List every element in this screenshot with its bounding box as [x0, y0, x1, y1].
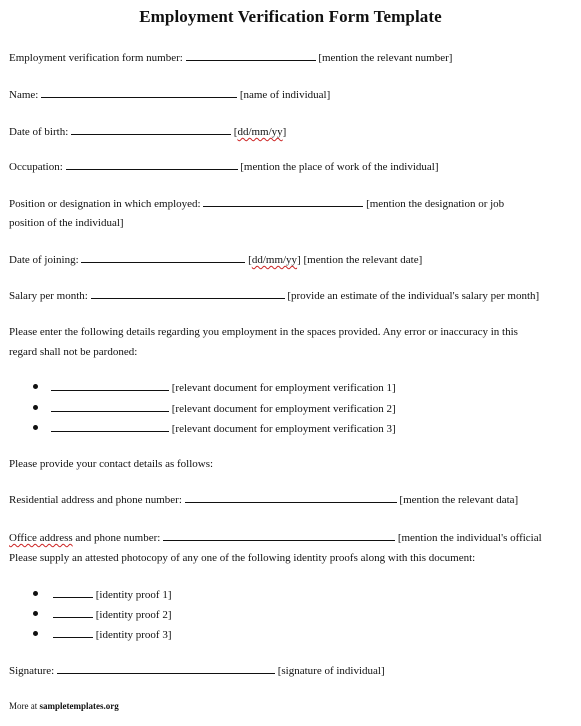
joining-label: Date of joining:	[9, 254, 79, 266]
dob-row	[9, 124, 286, 139]
office-field[interactable]	[163, 530, 395, 541]
position-label: Position or designation in which employed:	[9, 198, 201, 210]
office-label-first: Office address	[9, 532, 73, 544]
identity-proof-item	[53, 627, 172, 642]
residential-row	[9, 492, 518, 507]
joining-hint-suffix: ] [mention the relevant date]	[297, 254, 423, 266]
office-hint: [mention the individual's official	[397, 532, 542, 544]
form-number-row	[9, 50, 452, 65]
employment-doc-label-2: [relevant document for employment verification 2]	[171, 403, 396, 415]
joining-hint-format: dd/mm/yy	[251, 254, 298, 266]
salary-field[interactable]	[91, 288, 285, 299]
position-hint-continued: position of the individual]	[9, 217, 124, 229]
position-field[interactable]	[203, 196, 363, 207]
employment-intro-line-1: Please enter the following details regarding you employment in the spaces provided. Any error or inaccuracy in this	[9, 326, 518, 338]
contact-intro: Please provide your contact details as follows:	[9, 458, 214, 470]
salary-label: Salary per month:	[9, 290, 88, 302]
joining-field[interactable]	[81, 252, 245, 263]
employment-doc-field-3[interactable]	[51, 421, 169, 432]
name-hint: [name of individual]	[239, 89, 331, 101]
identity-proof-field-2[interactable]	[53, 607, 93, 618]
bullet-icon	[33, 611, 38, 616]
joining-hint-prefix: [	[248, 254, 252, 266]
identity-proof-label-3: [identity proof 3]	[95, 629, 172, 641]
occupation-hint: [mention the place of work of the individual]	[240, 161, 439, 173]
identity-proof-field-3[interactable]	[53, 627, 93, 638]
signature-row	[9, 663, 385, 678]
occupation-label: Occupation:	[9, 161, 63, 173]
bullet-icon	[33, 405, 38, 410]
residential-label: Residential address and phone number:	[9, 494, 182, 506]
bullet-icon	[33, 591, 38, 596]
employment-doc-field-2[interactable]	[51, 401, 169, 412]
occupation-row	[9, 159, 439, 174]
identity-proof-label-1: [identity proof 1]	[95, 589, 172, 601]
office-label-rest: and phone number:	[72, 532, 161, 544]
identity-proof-label-2: [identity proof 2]	[95, 609, 172, 621]
employment-doc-item	[51, 421, 396, 436]
footer-site-link[interactable]: sampletemplates.org	[39, 701, 119, 711]
identity-proof-item	[53, 607, 172, 622]
dob-hint-prefix: [	[233, 126, 238, 138]
form-number-hint: [mention the relevant number]	[318, 52, 453, 64]
employment-doc-label-1: [relevant document for employment verification 1]	[171, 382, 396, 394]
signature-label: Signature:	[9, 665, 55, 677]
footer	[9, 701, 119, 711]
residential-field[interactable]	[185, 492, 397, 503]
identity-proof-field-1[interactable]	[53, 587, 93, 598]
employment-doc-field-1[interactable]	[51, 380, 169, 391]
footer-prefix: More at	[9, 701, 40, 711]
form-number-label: Employment verification form number:	[9, 52, 183, 64]
bullet-icon	[33, 425, 38, 430]
identity-intro: Please supply an attested photocopy of any one of the following identity proofs along with this document:	[9, 552, 476, 564]
dob-hint-format: dd/mm/yy	[237, 126, 283, 138]
employment-doc-item	[51, 401, 396, 416]
page-title: Employment Verification Form Template	[139, 7, 442, 26]
residential-hint: [mention the relevant data]	[399, 494, 519, 506]
bullet-icon	[33, 384, 38, 389]
salary-row	[9, 288, 539, 303]
dob-label: Date of birth:	[9, 126, 69, 138]
joining-row	[9, 252, 422, 267]
salary-hint: [provide an estimate of the individual's salary per month]	[287, 290, 540, 302]
position-row	[9, 196, 504, 211]
employment-doc-item	[51, 380, 396, 395]
signature-hint: [signature of individual]	[277, 665, 385, 677]
occupation-field[interactable]	[66, 159, 238, 170]
position-hint: [mention the designation or job	[366, 198, 505, 210]
dob-hint-suffix: ]	[282, 126, 287, 138]
employment-intro-line-2: regard shall not be pardoned:	[9, 346, 138, 358]
signature-field[interactable]	[57, 663, 275, 674]
office-row	[9, 530, 542, 545]
dob-field[interactable]	[71, 124, 231, 135]
employment-doc-label-3: [relevant document for employment verification 3]	[171, 423, 396, 435]
bullet-icon	[33, 631, 38, 636]
name-field[interactable]	[41, 87, 237, 98]
identity-proof-item	[53, 587, 172, 602]
name-label: Name:	[9, 89, 39, 101]
form-number-field[interactable]	[186, 50, 316, 61]
name-row	[9, 87, 330, 102]
